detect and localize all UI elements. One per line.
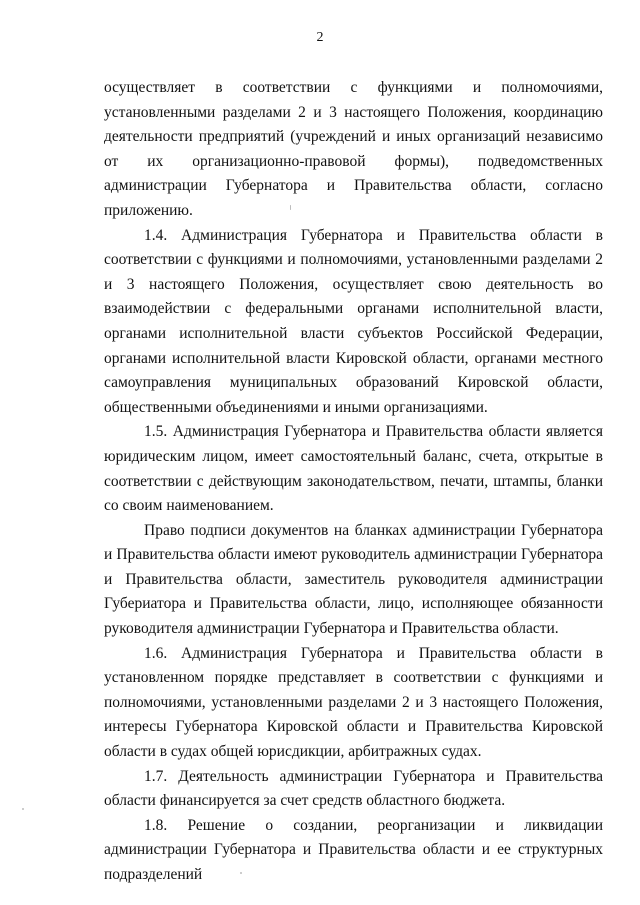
paragraph-1-4: 1.4. Администрация Губернатора и Правительства области в соответствии с функциями и полномочиями, установленными разделами 2 и 3 настоящего Положения, осуществляет свою деятельность во взаимодействии с федеральными органами исполнительной власти, органами исполнительной власти субъектов Российской Федерации, органами исполнительной власти Кировской области, органами местного самоуправления муниципальных образований Кировской области, общественными объединениями и иными организациями. bbox=[104, 226, 603, 416]
scan-speck bbox=[22, 808, 24, 810]
scan-speck bbox=[240, 872, 242, 874]
scan-speck bbox=[290, 205, 291, 210]
paragraph-continuation: осуществляет в соответствии с функциями и полномочиями, установленными разделами 2 и 3 настоящего Положения, координацию деятельности предприятий (учреждений и иных организаций независимо от их организационно-правовой формы), подведомственных администрации Губернатора и Правительства области, согласно приложению. bbox=[104, 79, 603, 219]
paragraph-1-5: 1.5. Администрация Губернатора и Правительства области является юридическим лицом, имеет самостоятельный баланс, счета, открытые в соответствии с действующим законодательством, печати, штампы, бланки со своим наименованием. bbox=[104, 423, 603, 515]
paragraph-signature-right: Право подписи документов на бланках администрации Губернатора и Правительства области имеют руководитель администрации Губернатора и Правительства области, заместитель руководителя администрации Губериатора и Правительства области, лицо, исполняющее обязанности руководителя администрации Губернатора и Правительства области. bbox=[104, 521, 603, 638]
paragraph-1-8: 1.8. Решение о создании, реорганизации и ликвидации администрации Губернатора и Правительства области и ее структурных подразделений bbox=[104, 816, 603, 883]
paragraph-1-6: 1.6. Администрация Губернатора и Правительства области в установленном порядке представляет в соответствии с функциями и полномочиями, установленными разделами 2 и 3 настоящего Положения, интересы Губернатора Кировской области и Правительства Кировской области в судах общей юрисдикции, арбитражных судах. bbox=[104, 644, 603, 761]
paragraph-1-7: 1.7. Деятельность администрации Губернатора и Правительства области финансируется за счет средств областного бюджета. bbox=[104, 767, 603, 810]
page-number: 2 bbox=[316, 30, 324, 45]
document-body bbox=[104, 76, 603, 888]
